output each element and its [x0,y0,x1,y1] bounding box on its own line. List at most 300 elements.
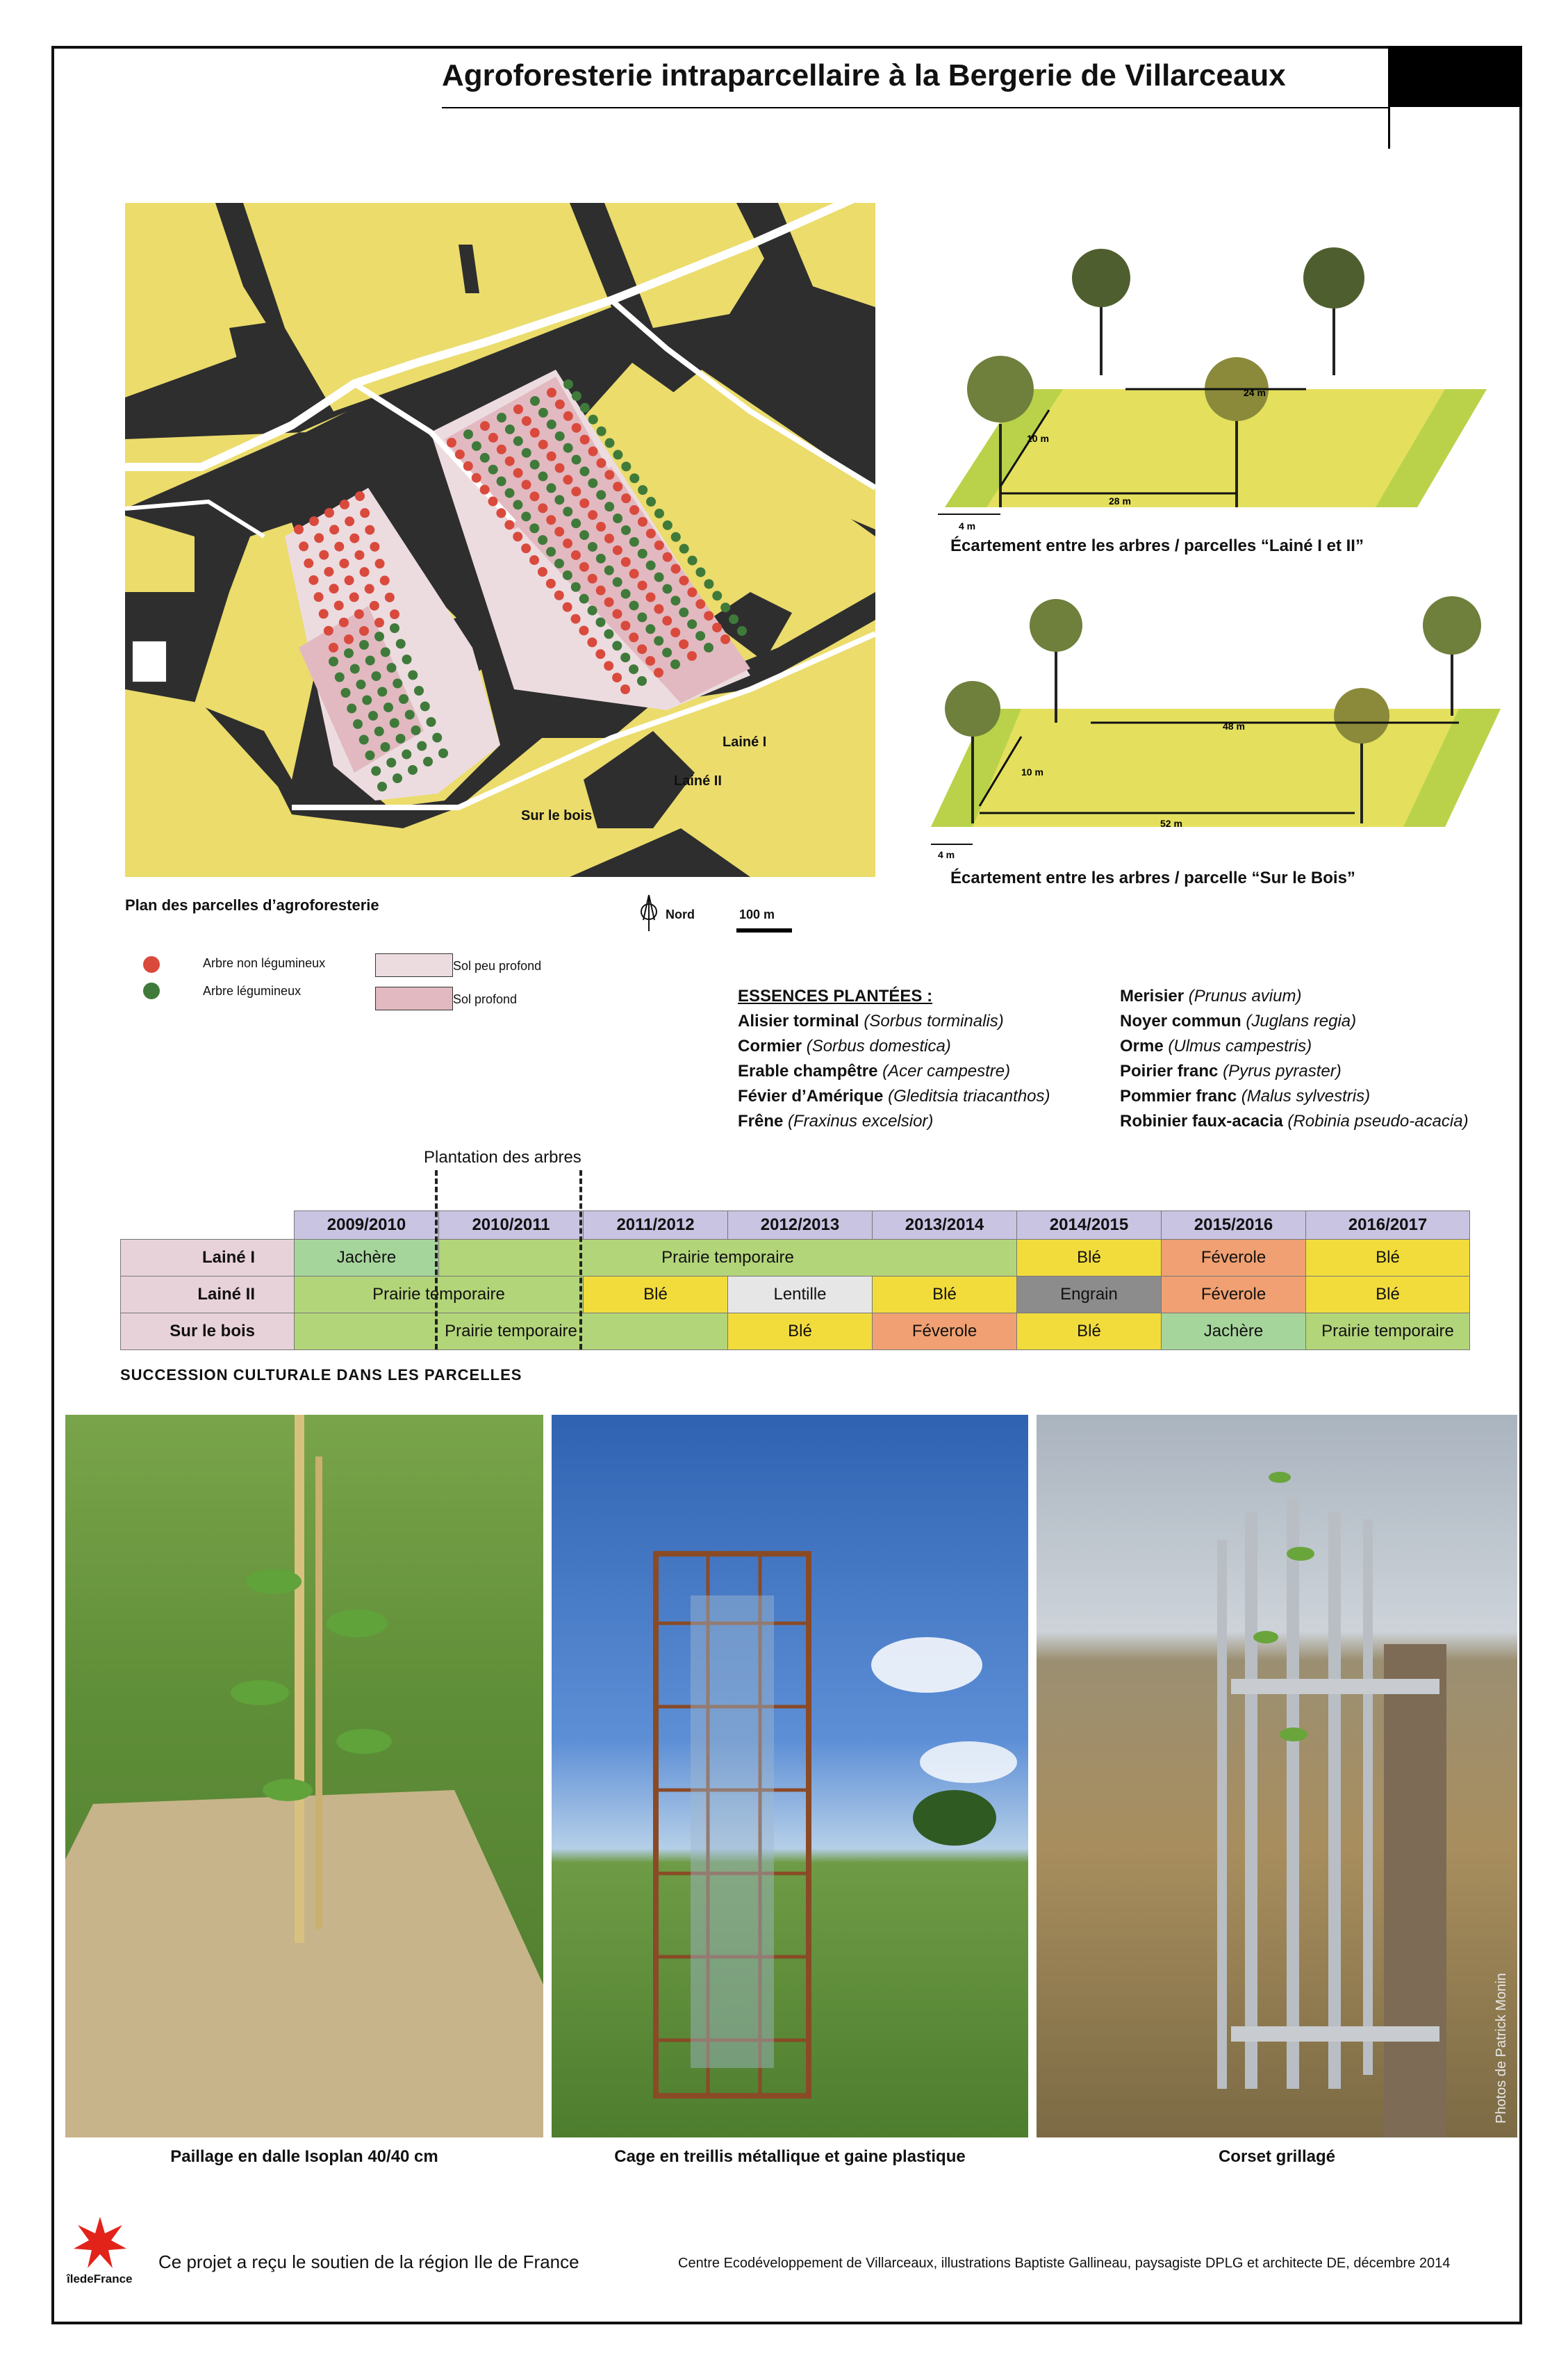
essence-latin: (Juglans regia) [1246,1012,1357,1031]
map-tree-dot [580,403,590,413]
plantation-dash-line [435,1170,438,1349]
title-underline [442,107,1388,108]
map-tree-dot [393,679,402,689]
essence-name: Poirier franc [1120,1062,1219,1081]
rotation-row-label: Lainé I [121,1240,295,1277]
map-tree-dot [405,710,415,720]
plantation-label: Plantation des arbres [424,1148,581,1167]
dim-top-b: 10 m [1027,433,1049,444]
map-tree-dot [339,618,349,627]
map-tree-dot [588,478,597,488]
map-tree-dot [359,735,369,745]
map-tree-dot [621,589,631,599]
rotation-caption: SUCCESSION CULTURALE DANS LES PARCELLES [120,1366,522,1384]
map-tree-dot [679,575,688,585]
map-tree-dot [383,703,393,712]
map-tree-dot [359,626,369,636]
essence-latin: (Robinia pseudo-acacia) [1287,1112,1469,1131]
map-tree-dot [314,533,324,543]
map-tree-dot [563,443,573,453]
map-tree-dot [563,571,572,580]
map-tree-dot [604,629,613,639]
map-tree-dot [629,537,639,547]
map-tree-dot [579,530,589,540]
map-tree-dot [546,515,556,525]
essence-name: Erable champêtre [738,1062,878,1081]
map-tree-dot [538,440,548,450]
rotation-cell: Engrain [1017,1277,1162,1313]
map-tree-dot [612,609,622,618]
map-tree-dot [521,511,531,521]
rotation-cell: Jachère [1162,1313,1306,1350]
map-tree-dot [695,567,705,577]
essence-latin: (Malus sylvestris) [1241,1087,1371,1106]
year-header: 2016/2017 [1306,1211,1470,1240]
map-tree-dot [621,557,631,567]
map-tree-dot [613,545,622,555]
map-tree-dot [341,688,351,698]
map-tree-dot [339,559,349,568]
map-tree-dot [587,637,597,647]
essences-left [738,984,1050,1134]
map-tree-dot [304,559,313,568]
map-tree-dot [377,687,387,697]
map-tree-dot [604,470,614,479]
map-tree-dot [340,500,349,509]
map-tree-dot [344,634,354,644]
rotation-row-label: Sur le bois [121,1313,295,1350]
map-tree-dot [595,617,605,627]
legend-red-dot [143,956,160,973]
map-tree-dot [522,448,531,458]
map-tree-dot [472,473,481,483]
map-tree-dot [596,522,606,532]
map-tree-dot [423,757,433,766]
rotation-cell: Blé [728,1313,873,1350]
map-tree-dot [513,468,523,478]
scale-label: 100 m [739,908,775,921]
year-header: 2013/2014 [873,1211,1017,1240]
north-arrow-icon [639,892,659,934]
dim-top-a: 24 m [1244,387,1266,398]
map-tree-dot [670,596,680,605]
map-tree-dot [463,429,473,439]
map-tree-dot [396,734,406,744]
header-corner-block [1388,46,1522,107]
legend-non-legume: Arbre non légumineux [203,956,326,970]
map-tree-dot [513,500,522,509]
map-tree-dot [513,404,523,414]
map-tree-dot [571,486,581,496]
essence-latin: (Gleditsia triacanthos) [888,1087,1050,1106]
year-header: 2014/2015 [1017,1211,1162,1240]
map-tree-dot [654,541,664,550]
map-tree-dot [679,639,688,649]
map-tree-dot [671,564,681,574]
map-tree-dot [538,503,547,513]
map-tree-dot [579,466,589,476]
map-tree-dot [546,483,556,493]
map-tree-dot [595,649,605,659]
rotation-cell: Prairie temporaire [1306,1313,1470,1350]
map-tree-dot [349,592,359,602]
map-tree-dot [324,567,333,577]
map-tree-dot [645,656,655,666]
map-tree-dot [354,550,364,560]
logo-text: îledeFrance [67,2272,133,2285]
map-tree-dot [604,598,614,607]
map-tree-dot [687,651,697,661]
year-header: 2012/2013 [728,1211,873,1240]
map-tree-dot [596,490,606,500]
map-tree-dot [370,601,379,611]
page-title: Agroforesterie intraparcellaire à la Bergerie de Villarceaux [442,58,1286,92]
rotation-header-row [121,1211,1470,1240]
map-tree-dot [538,408,548,418]
map-tree-dot [374,727,384,737]
essence-name: Orme [1120,1037,1164,1056]
map-tree-dot [390,623,399,633]
map-tree-dot [646,497,656,507]
map-label-laine2: Lainé II [674,773,722,789]
legend-soil-shallow-swatch [375,953,453,977]
map-tree-dot [344,648,354,658]
map-tree-dot [396,639,406,649]
map-tree-dot [597,427,606,436]
map-tree-dot [687,587,697,597]
map-tree-dot [704,611,713,621]
photo-cage-svg [552,1415,1028,2137]
map-tree-dot [596,554,606,564]
rotation-cell: Féverole [873,1313,1017,1350]
map-tree-dot [687,619,697,629]
map-tree-dot [563,602,572,612]
map-tree-dot [572,455,581,465]
map-tree-dot [605,438,615,448]
map-tree-dot [496,508,506,518]
map-tree-dot [579,594,589,604]
map-tree-dot [505,457,515,466]
legend-soil-deep-swatch [375,987,453,1010]
map-tree-dot [360,508,370,518]
rotation-cell: Blé [584,1277,728,1313]
map-tree-dot [613,514,622,523]
rotation-cell: Blé [1306,1277,1470,1313]
map-tree-dot [365,656,375,666]
map-label-surlebois: Sur le bois [521,808,593,823]
map-tree-dot [629,569,639,579]
rotation-cell: Blé [873,1277,1017,1313]
map-tree-dot [604,502,614,511]
map-tree-dot [679,544,689,554]
map-tree-dot [555,463,565,473]
map-tree-dot [612,673,622,682]
map-tree-dot [645,624,655,634]
map-tree-dot [563,539,572,548]
rotation-row [121,1277,1470,1313]
dim-bottom-d: 4 m [938,849,955,860]
rotation-cell: Blé [1017,1313,1162,1350]
map-tree-dot [638,581,647,591]
map-tree-dot [402,655,412,664]
essence-latin: (Sorbus domestica) [806,1037,951,1056]
map-tree-dot [579,562,589,572]
map-tree-dot [629,505,639,515]
photo-caption-cage: Cage en treillis métallique et gaine plastique [614,2147,966,2166]
photo-corset-svg [1037,1415,1517,2137]
rotation-cell: Féverole [1162,1240,1306,1277]
map-tree-dot [314,592,324,602]
map-tree-dot [638,549,647,559]
map-tree-dot [670,627,680,637]
map-tree-dot [347,704,356,714]
map-tree-dot [571,550,581,560]
rotation-row-label: Lainé II [121,1277,295,1313]
map-tree-dot [547,420,556,429]
map-label-laine1: Lainé I [723,734,767,750]
map-tree-dot [637,644,647,654]
map-tree-dot [319,550,329,560]
photo-mulch [65,1415,543,2137]
map-tree-dot [345,516,354,526]
map-tree-dot [372,671,381,681]
map-tree-dot [488,465,498,475]
map-tree-dot [588,606,597,616]
map-tree-dot [646,529,656,539]
rotation-cell: Prairie temporaire [439,1240,1017,1277]
rotation-cell: Jachère [295,1240,439,1277]
map-tree-dot [637,612,647,622]
map-tree-dot [497,413,506,422]
map-tree-dot [472,441,481,451]
map-tree-dot [294,525,304,534]
header-corner-line [1388,107,1390,149]
essence-name: Alisier torminal [738,1012,859,1031]
map-tree-dot [345,575,354,585]
legend-soil-deep: Sol profond [453,992,518,1006]
map-tree-dot [355,491,365,501]
map-tree-dot [654,509,664,518]
map-tree-dot [629,600,638,610]
map-tree-dot [324,626,333,636]
footer-support: Ce projet a reçu le soutien de la région Ile de France [158,2251,579,2272]
dim-top-d: 4 m [959,520,976,532]
map-tree-dot [596,458,606,468]
north-label: Nord [666,908,695,921]
map-tree-dot [375,559,385,568]
map-tree-dot [497,477,506,486]
map-tree-dot [463,461,473,471]
map-tree-dot [604,661,613,671]
map-tree-dot [654,604,663,614]
map-tree-dot [671,532,681,542]
rotation-cell: Prairie temporaire [295,1277,584,1313]
map-tree-dot [546,547,556,557]
map-tree-dot [654,573,664,582]
essence-name: Frêne [738,1112,784,1131]
map-tree-dot [588,542,597,552]
map-tree-dot [521,543,531,553]
year-header: 2009/2010 [295,1211,439,1240]
map-tree-dot [613,577,622,587]
map-tree-dot [720,634,730,644]
map-tree-dot [529,491,539,501]
map-tree-dot [555,400,565,409]
map-tree-dot [620,684,630,694]
map-tree-dot [447,438,456,448]
map-tree-dot [504,520,514,530]
map-tree-dot [588,574,597,584]
essences-heading: ESSENCES PLANTÉES : [738,987,933,1005]
map-tree-dot [414,686,424,696]
map-tree-dot [729,614,738,624]
map-tree-dot [319,609,329,618]
map-tree-dot [365,525,374,535]
map-tree-dot [604,534,614,543]
map-tree-dot [571,518,581,528]
map-tree-dot [359,640,369,650]
map-tree-dot [349,534,359,543]
map-tree-dot [365,750,375,760]
map-tree-dot [563,379,573,389]
legend-soil-shallow: Sol peu profond [453,959,542,973]
essence-latin: (Ulmus campestris) [1168,1037,1312,1056]
map-tree-dot [480,421,490,431]
photo-cage [552,1415,1028,2137]
map-tree-dot [368,711,378,721]
essence-latin: (Prunus avium) [1188,987,1302,1005]
photo-caption-corset: Corset grillagé [1218,2147,1336,2166]
map-tree-dot [629,632,638,642]
map-tree-dot [432,733,442,743]
map-tree-dot [538,472,548,482]
map-tree-dot [638,485,647,495]
essence-name: Févier d’Amérique [738,1087,884,1106]
map-tree-dot [621,461,631,471]
map-tree-dot [408,765,418,775]
map-tree-dot [390,609,399,619]
map-tree-dot [695,599,705,609]
map-tree-dot [588,447,598,457]
parcel-map [125,203,875,877]
map-tree-dot [505,425,515,434]
rotation-table [120,1210,1470,1350]
map-tree-dot [530,428,540,438]
map-tree-dot [554,559,564,568]
map-tree-dot [488,497,498,507]
essence-latin: (Pyrus pyraster) [1223,1062,1342,1081]
map-tree-dot [571,582,581,592]
map-tree-dot [663,552,672,562]
dim-top-c: 28 m [1109,495,1131,507]
map-tree-dot [530,460,540,470]
map-tree-dot [588,415,598,425]
diagram-bottom-caption: Écartement entre les arbres / parcelle “Sur le Bois” [950,869,1355,887]
map-tree-dot [334,600,344,610]
dim-bottom-c: 52 m [1160,818,1182,829]
photo-corset [1037,1415,1517,2137]
map-tree-dot [554,527,564,536]
map-tree-dot [390,719,399,728]
diagram-top-caption: Écartement entre les arbres / parcelles “Lainé I et II” [950,536,1364,555]
map-tree-dot [365,584,374,593]
map-tree-dot [329,657,338,666]
map-tree-dot [662,648,672,657]
map-tree-dot [538,567,547,577]
map-tree-dot [362,696,372,705]
map-tree-dot [572,391,581,401]
photo-caption-mulch: Paillage en dalle Isoplan 40/40 cm [170,2147,438,2166]
map-tree-dot [588,510,597,520]
map-tree-dot [299,541,308,551]
essence-name: Cormier [738,1037,802,1056]
rotation-corner [121,1211,295,1240]
map-tree-dot [579,625,588,635]
map-tree-dot [329,643,338,652]
essence-latin: (Sorbus torminalis) [864,1012,1004,1031]
rotation-cell: Féverole [1162,1277,1306,1313]
map-tree-dot [654,668,663,678]
map-tree-dot [654,636,663,646]
map-tree-dot [522,416,531,426]
map-tree-dot [480,453,490,463]
map-tree-dot [309,516,319,526]
map-tree-dot [613,482,622,491]
map-tree-dot [720,602,730,612]
map-tree-dot [688,556,698,566]
rotation-row [121,1240,1470,1277]
spacing-diagram-laine [917,229,1501,535]
map-tree-dot [563,475,572,484]
map-tree-dot [555,432,565,441]
map-tree-dot [663,520,672,530]
map-tree-dot [546,579,556,589]
map-tree-dot [377,782,387,791]
map-tree-dot [411,725,421,735]
map-tree-dot [402,750,411,760]
map-tree-dot [308,575,318,585]
legend-green-dot [143,983,160,999]
essence-name: Merisier [1120,987,1185,1005]
map-tree-dot [386,758,396,768]
photo-mulch-svg [65,1415,543,2137]
map-tree-dot [387,663,397,673]
ile-de-france-logo [72,2215,128,2271]
map-tree-dot [645,592,655,602]
map-tree-dot [522,480,531,490]
essence-latin: (Acer campestre) [882,1062,1011,1081]
map-tree-dot [629,664,638,674]
essences-right [1120,984,1469,1134]
map-tree-dot [371,766,381,776]
rotation-cell: Lentille [728,1277,873,1313]
spacing-diagram-surlebois [917,584,1501,862]
map-tree-dot [670,659,680,669]
map-tree-dot [480,485,490,495]
map-tree-dot [324,508,334,518]
map-tree-dot [353,719,363,729]
map-tree-dot [350,664,360,674]
map-tree-dot [613,450,622,459]
map-tree-dot [621,525,631,535]
map-tree-dot [354,609,364,619]
plantation-dash-line [579,1170,582,1349]
map-tree-dot [538,535,547,545]
map-tree-dot [374,632,384,641]
scale-bar [736,928,792,933]
dim-bottom-a: 48 m [1223,721,1245,732]
map-tree-dot [360,567,370,577]
